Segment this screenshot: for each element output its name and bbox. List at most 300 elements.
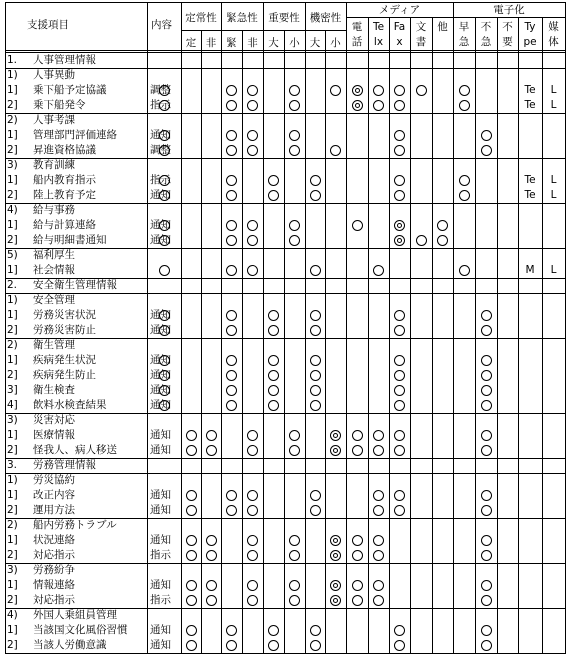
circle-mark [394, 640, 405, 651]
row-content: 通知 [150, 309, 171, 321]
row-number: 4) [7, 204, 18, 216]
row-number: 2] [7, 504, 18, 516]
double-circle-mark [394, 220, 405, 231]
row-label: 労災協約 [33, 474, 75, 486]
circle-mark [289, 235, 300, 246]
circle-mark [481, 400, 492, 411]
circle-mark [268, 640, 279, 651]
row-content: 通知 [150, 354, 171, 366]
section-title: 労務管理情報 [33, 459, 96, 471]
table-top-border [5, 2, 566, 3]
circle-mark [159, 355, 170, 366]
row-label: 人事異動 [33, 69, 75, 81]
circle-mark [416, 235, 427, 246]
circle-mark [394, 325, 405, 336]
section-separator [5, 563, 565, 564]
row-label: 疾病発生状況 [33, 354, 96, 366]
section-separator [5, 518, 565, 519]
row-label: 陸上教育予定 [33, 189, 96, 201]
circle-mark [159, 145, 170, 156]
circle-mark [226, 325, 237, 336]
circle-mark [206, 445, 217, 456]
row-number: 1) [7, 474, 18, 486]
row-content: 通知 [150, 129, 171, 141]
section-number: 1. [7, 54, 18, 66]
circle-mark [459, 265, 470, 276]
row-number: 2] [7, 99, 18, 111]
sub-media-telex: Te [372, 21, 385, 33]
circle-mark [481, 130, 492, 141]
circle-mark [159, 265, 170, 276]
row-number: 5) [7, 249, 18, 261]
sub-electronic-urgent-line2: 急 [458, 36, 470, 48]
circle-mark [159, 100, 170, 111]
circle-mark [310, 400, 321, 411]
column-line [181, 2, 182, 653]
circle-mark [268, 370, 279, 381]
sub-electronic-media: 媒 [548, 21, 559, 33]
section-title: 人事管理情報 [33, 54, 96, 66]
row-number: 3) [7, 159, 18, 171]
section-separator [5, 338, 565, 339]
type-value: M [525, 264, 535, 276]
circle-mark [289, 100, 300, 111]
table-left-border [5, 2, 6, 653]
sub-importance-small: 小 [289, 37, 300, 49]
circle-mark [330, 85, 341, 96]
circle-mark [394, 175, 405, 186]
row-number: 2] [7, 144, 18, 156]
circle-mark [186, 595, 197, 606]
section-separator [5, 248, 565, 249]
circle-mark [226, 505, 237, 516]
circle-mark [481, 580, 492, 591]
row-label: 給与計算連絡 [33, 219, 96, 231]
row-content: 通知 [150, 579, 171, 591]
circle-mark [268, 385, 279, 396]
header-support-item: 支援項目 [27, 19, 69, 31]
section-separator [5, 293, 565, 294]
header-urgency: 緊急性 [226, 12, 258, 24]
circle-mark [289, 145, 300, 156]
row-content: 調整 [150, 84, 171, 96]
sub-electronic-not-urgent-line2: 急 [480, 36, 492, 48]
row-content: 調整 [150, 144, 171, 156]
row-label: 飲料水検査結果 [33, 399, 107, 411]
circle-mark [226, 175, 237, 186]
circle-mark [373, 490, 384, 501]
circle-mark [330, 145, 341, 156]
circle-mark [394, 430, 405, 441]
column-line [221, 2, 222, 653]
row-label: 船内労務トラブル [33, 519, 117, 531]
circle-mark [247, 535, 258, 546]
circle-mark [310, 505, 321, 516]
header-importance: 重要性 [268, 12, 300, 24]
section-separator [5, 278, 565, 279]
column-line [242, 30, 243, 653]
row-label: 災害対応 [33, 414, 75, 426]
row-content: 指示 [150, 99, 171, 111]
row-content: 通知 [150, 444, 171, 456]
circle-mark [247, 505, 258, 516]
circle-mark [310, 190, 321, 201]
circle-mark [226, 310, 237, 321]
circle-mark [247, 595, 258, 606]
circle-mark [268, 175, 279, 186]
circle-mark [373, 580, 384, 591]
row-content: 通知 [150, 429, 171, 441]
table-bottom-border [5, 653, 566, 654]
circle-mark [352, 595, 363, 606]
circle-mark [268, 310, 279, 321]
circle-mark [352, 550, 363, 561]
circle-mark [481, 490, 492, 501]
row-label: 疾病発生防止 [33, 369, 96, 381]
circle-mark [247, 100, 258, 111]
circle-mark [159, 400, 170, 411]
row-label: 医療情報 [33, 429, 75, 441]
row-number: 1] [7, 264, 18, 276]
circle-mark [159, 85, 170, 96]
header-regular: 定常性 [185, 12, 217, 24]
sub-urgency-urgent: 緊 [226, 37, 237, 49]
table-right-border [565, 2, 566, 654]
row-number: 3) [7, 564, 18, 576]
circle-mark [310, 310, 321, 321]
sub-media-fax: Fa [393, 21, 406, 33]
circle-mark [394, 445, 405, 456]
circle-mark [373, 505, 384, 516]
row-label: 船内教育指示 [33, 174, 96, 186]
circle-mark [159, 385, 170, 396]
circle-mark [310, 175, 321, 186]
type-value: Te [524, 189, 536, 201]
double-circle-mark [330, 595, 341, 606]
row-number: 2] [7, 369, 18, 381]
circle-mark [206, 430, 217, 441]
circle-mark [206, 580, 217, 591]
sub-urgency-non: 非 [247, 37, 258, 49]
circle-mark [226, 400, 237, 411]
circle-mark [186, 490, 197, 501]
circle-mark [226, 145, 237, 156]
type-value: Te [524, 99, 536, 111]
column-line [305, 2, 306, 653]
circle-mark [481, 640, 492, 651]
double-circle-mark [330, 445, 341, 456]
circle-mark [481, 385, 492, 396]
circle-mark [159, 235, 170, 246]
row-content: 指示 [150, 594, 171, 606]
row-content: 通知 [150, 534, 171, 546]
row-content: 通知 [150, 219, 171, 231]
circle-mark [394, 100, 405, 111]
circle-mark [352, 430, 363, 441]
circle-mark [352, 535, 363, 546]
sub-media-fax-line2: x [396, 36, 403, 48]
header-secrecy: 機密性 [309, 12, 342, 24]
row-label: 乗下船発令 [33, 99, 86, 111]
circle-mark [352, 445, 363, 456]
section-separator [5, 608, 565, 609]
double-circle-mark [330, 550, 341, 561]
media-value: L [550, 84, 557, 96]
section-number: 2. [7, 279, 18, 291]
circle-mark [206, 535, 217, 546]
circle-mark [226, 625, 237, 636]
circle-mark [310, 370, 321, 381]
circle-mark [394, 310, 405, 321]
row-label: 対応指示 [33, 549, 75, 561]
circle-mark [226, 385, 237, 396]
circle-mark [159, 130, 170, 141]
circle-mark [437, 220, 448, 231]
circle-mark [459, 100, 470, 111]
circle-mark [206, 595, 217, 606]
circle-mark [226, 355, 237, 366]
section-separator [5, 158, 565, 159]
row-number: 3] [7, 384, 18, 396]
row-label: 安全管理 [33, 294, 75, 306]
circle-mark [459, 190, 470, 201]
row-label: 教育訓練 [33, 159, 75, 171]
row-label: 給与事務 [33, 204, 75, 216]
circle-mark [247, 490, 258, 501]
circle-mark [226, 370, 237, 381]
circle-mark [310, 355, 321, 366]
row-number: 1] [7, 84, 18, 96]
row-label: 運用方法 [33, 504, 75, 516]
circle-mark [247, 580, 258, 591]
column-line [453, 2, 454, 653]
circle-mark [481, 310, 492, 321]
circle-mark [186, 430, 197, 441]
row-label: 情報連絡 [33, 579, 75, 591]
circle-mark [226, 220, 237, 231]
circle-mark [247, 130, 258, 141]
row-label: 乗下船予定協議 [33, 84, 107, 96]
sub-media-phone: 電 [351, 21, 363, 33]
header-divider-double [5, 52, 566, 53]
row-label: 管理部門評価連絡 [33, 129, 117, 141]
circle-mark [394, 490, 405, 501]
type-value: Te [524, 174, 536, 186]
header-electronic: 電子化 [493, 4, 525, 16]
circle-mark [289, 580, 300, 591]
circle-mark [394, 625, 405, 636]
sub-media-document: 文 [415, 21, 427, 33]
row-content: 通知 [150, 639, 171, 651]
row-number: 4) [7, 609, 18, 621]
column-line [147, 2, 148, 653]
row-label: 外国人乗組員管理 [33, 609, 117, 621]
circle-mark [247, 430, 258, 441]
circle-mark [310, 490, 321, 501]
circle-mark [226, 100, 237, 111]
circle-mark [481, 625, 492, 636]
circle-mark [159, 220, 170, 231]
circle-mark [159, 190, 170, 201]
row-label: 労務災害防止 [33, 324, 96, 336]
circle-mark [373, 100, 384, 111]
circle-mark [352, 580, 363, 591]
sub-electronic-not-urgent: 不 [480, 21, 492, 33]
double-circle-mark [394, 235, 405, 246]
row-number: 1] [7, 129, 18, 141]
header-content: 内容 [151, 19, 172, 31]
circle-mark [186, 550, 197, 561]
circle-mark [289, 430, 300, 441]
row-number: 1] [7, 534, 18, 546]
circle-mark [373, 265, 384, 276]
circle-mark [481, 550, 492, 561]
column-line [284, 30, 285, 653]
row-number: 1] [7, 624, 18, 636]
sub-electronic-media-line2: 体 [548, 36, 559, 48]
header-group-line [346, 17, 565, 18]
row-label: 社会情報 [33, 264, 75, 276]
circle-mark [310, 265, 321, 276]
circle-mark [394, 505, 405, 516]
circle-mark [226, 190, 237, 201]
row-label: 衛生管理 [33, 339, 75, 351]
sub-electronic-type: Ty [524, 21, 536, 33]
circle-mark [373, 550, 384, 561]
sub-electronic-unneeded: 不 [502, 21, 513, 33]
circle-mark [268, 355, 279, 366]
circle-mark [289, 220, 300, 231]
row-number: 1] [7, 174, 18, 186]
circle-mark [289, 595, 300, 606]
circle-mark [247, 445, 258, 456]
circle-mark [394, 85, 405, 96]
row-number: 1] [7, 309, 18, 321]
row-number: 2] [7, 234, 18, 246]
row-number: 2] [7, 324, 18, 336]
media-value: L [550, 189, 557, 201]
row-content: 指示 [150, 549, 171, 561]
double-circle-mark [352, 100, 363, 111]
row-number: 2) [7, 519, 18, 531]
circle-mark [186, 505, 197, 516]
sub-electronic-type-line2: pe [523, 36, 537, 48]
type-value: Te [524, 84, 536, 96]
media-value: L [550, 264, 557, 276]
circle-mark [226, 130, 237, 141]
column-line [263, 2, 264, 653]
row-number: 1] [7, 219, 18, 231]
circle-mark [373, 85, 384, 96]
row-number: 2] [7, 189, 18, 201]
circle-mark [373, 430, 384, 441]
circle-mark [310, 325, 321, 336]
circle-mark [268, 400, 279, 411]
circle-mark [481, 145, 492, 156]
circle-mark [289, 535, 300, 546]
row-content: 通知 [150, 624, 171, 636]
circle-mark [459, 85, 470, 96]
row-number: 2] [7, 444, 18, 456]
section-separator [5, 203, 565, 204]
row-number: 1) [7, 294, 18, 306]
circle-mark [481, 505, 492, 516]
circle-mark [481, 355, 492, 366]
row-number: 1] [7, 489, 18, 501]
row-label: 衛生検査 [33, 384, 75, 396]
circle-mark [481, 595, 492, 606]
media-value: L [550, 174, 557, 186]
row-label: 労務紛争 [33, 564, 75, 576]
column-line [325, 30, 326, 653]
row-content: 通知 [150, 489, 171, 501]
circle-mark [159, 325, 170, 336]
double-circle-mark [352, 85, 363, 96]
circle-mark [226, 235, 237, 246]
row-content: 通知 [150, 384, 171, 396]
circle-mark [159, 175, 170, 186]
sub-electronic-unneeded-line2: 要 [502, 36, 513, 48]
row-label: 怪我人、病人移送 [33, 444, 117, 456]
row-number: 2) [7, 114, 18, 126]
row-number: 1] [7, 579, 18, 591]
circle-mark [481, 445, 492, 456]
circle-mark [310, 385, 321, 396]
circle-mark [437, 235, 448, 246]
media-value: L [550, 99, 557, 111]
row-number: 2] [7, 639, 18, 651]
sub-media-phone-line2: 話 [351, 36, 363, 48]
sub-media-telex-line2: lx [373, 36, 384, 48]
circle-mark [268, 190, 279, 201]
circle-mark [352, 220, 363, 231]
row-content: 通知 [150, 234, 171, 246]
circle-mark [394, 400, 405, 411]
circle-mark [394, 385, 405, 396]
circle-mark [394, 355, 405, 366]
row-content: 指示 [150, 174, 171, 186]
circle-mark [268, 625, 279, 636]
circle-mark [481, 430, 492, 441]
double-circle-mark [330, 430, 341, 441]
row-label: 当該人労働意識 [33, 639, 107, 651]
row-label: 福利厚生 [33, 249, 75, 261]
section-separator [5, 113, 565, 114]
row-number: 1] [7, 429, 18, 441]
sub-regular-non: 非 [205, 37, 217, 49]
circle-mark [310, 640, 321, 651]
circle-mark [394, 190, 405, 201]
sub-secrecy-large: 大 [309, 37, 321, 49]
section-separator [5, 413, 565, 414]
circle-mark [186, 625, 197, 636]
circle-mark [247, 550, 258, 561]
row-number: 3) [7, 414, 18, 426]
section-separator [5, 473, 565, 474]
section-title: 安全衛生管理情報 [33, 279, 117, 291]
row-content: 通知 [150, 324, 171, 336]
row-content: 通知 [150, 399, 171, 411]
header-divider [5, 50, 566, 51]
circle-mark [394, 370, 405, 381]
circle-mark [394, 130, 405, 141]
row-content: 通知 [150, 504, 171, 516]
circle-mark [226, 265, 237, 276]
circle-mark [247, 85, 258, 96]
row-number: 1] [7, 354, 18, 366]
row-number: 1) [7, 69, 18, 81]
circle-mark [481, 370, 492, 381]
